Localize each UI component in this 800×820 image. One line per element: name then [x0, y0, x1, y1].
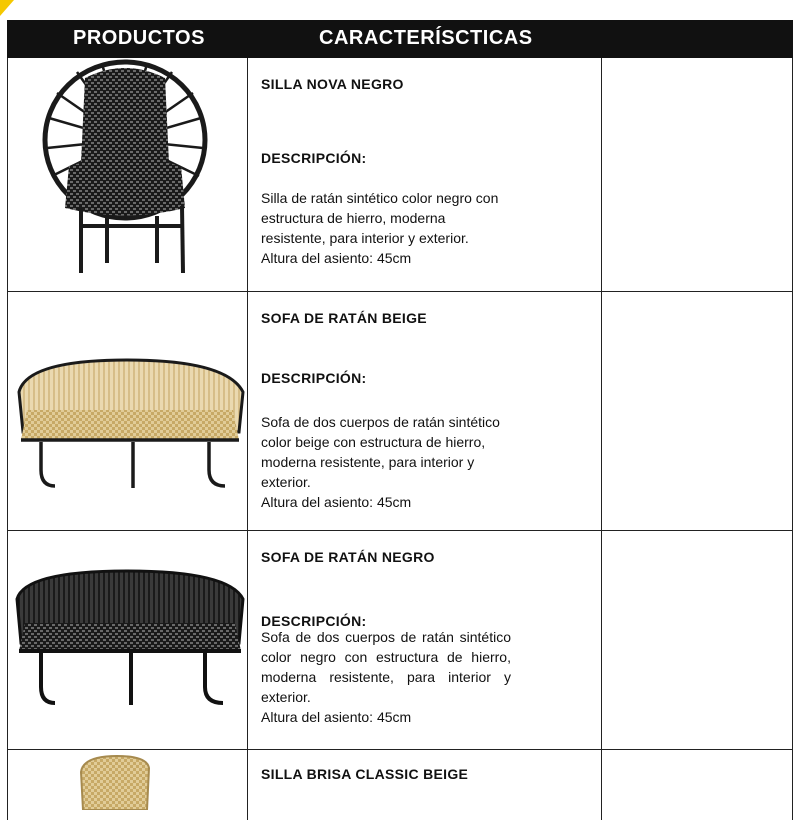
header-products: PRODUCTOS — [73, 27, 205, 49]
column-divider — [601, 58, 602, 820]
product-image-sofa-beige — [7, 292, 247, 530]
product-description: Sofa de dos cuerpos de ratán sintético color negro con estructura de hierro, moderna resistente, para interior y exterior. Altura del asiento: 45cm — [261, 629, 511, 725]
product-image-silla-nova-negro — [7, 58, 247, 291]
table-row — [7, 530, 793, 749]
product-image-silla-brisa — [7, 750, 247, 809]
header-features: CARACTERÍSCTICAS — [319, 27, 533, 49]
beige-woven-chair-icon — [7, 750, 247, 810]
product-table — [7, 20, 793, 820]
product-description: Silla de ratán sintético color negro con estructura de hierro, moderna resistente, para interior y exterior. Altura del asiento: 45cm — [261, 190, 499, 266]
black-rattan-sofa-icon — [7, 531, 247, 750]
table-row — [7, 58, 793, 291]
table-border-left — [7, 58, 8, 820]
product-name: SOFA DE RATÁN BEIGE — [261, 310, 427, 326]
description-label: DESCRIPCIÓN: — [261, 613, 367, 629]
column-divider — [247, 58, 248, 820]
table-border-right — [792, 58, 793, 820]
beige-rattan-sofa-icon — [7, 292, 247, 531]
table-row — [7, 291, 793, 530]
table-header — [7, 20, 793, 58]
description-label: DESCRIPCIÓN: — [261, 370, 367, 386]
product-image-sofa-negro — [7, 531, 247, 749]
description-label: DESCRIPCIÓN: — [261, 150, 367, 166]
black-round-rattan-chair-icon — [7, 58, 247, 291]
product-name: SILLA NOVA NEGRO — [261, 76, 404, 92]
product-name: SILLA BRISA CLASSIC BEIGE — [261, 766, 469, 782]
table-row — [7, 749, 793, 809]
yellow-corner-accent — [0, 0, 14, 16]
product-description: Sofa de dos cuerpos de ratán sintético color beige con estructura de hierro, moderna resistente, para interior y exterior. Altura del asiento: 45cm — [261, 414, 500, 510]
product-name: SOFA DE RATÁN NEGRO — [261, 549, 435, 565]
